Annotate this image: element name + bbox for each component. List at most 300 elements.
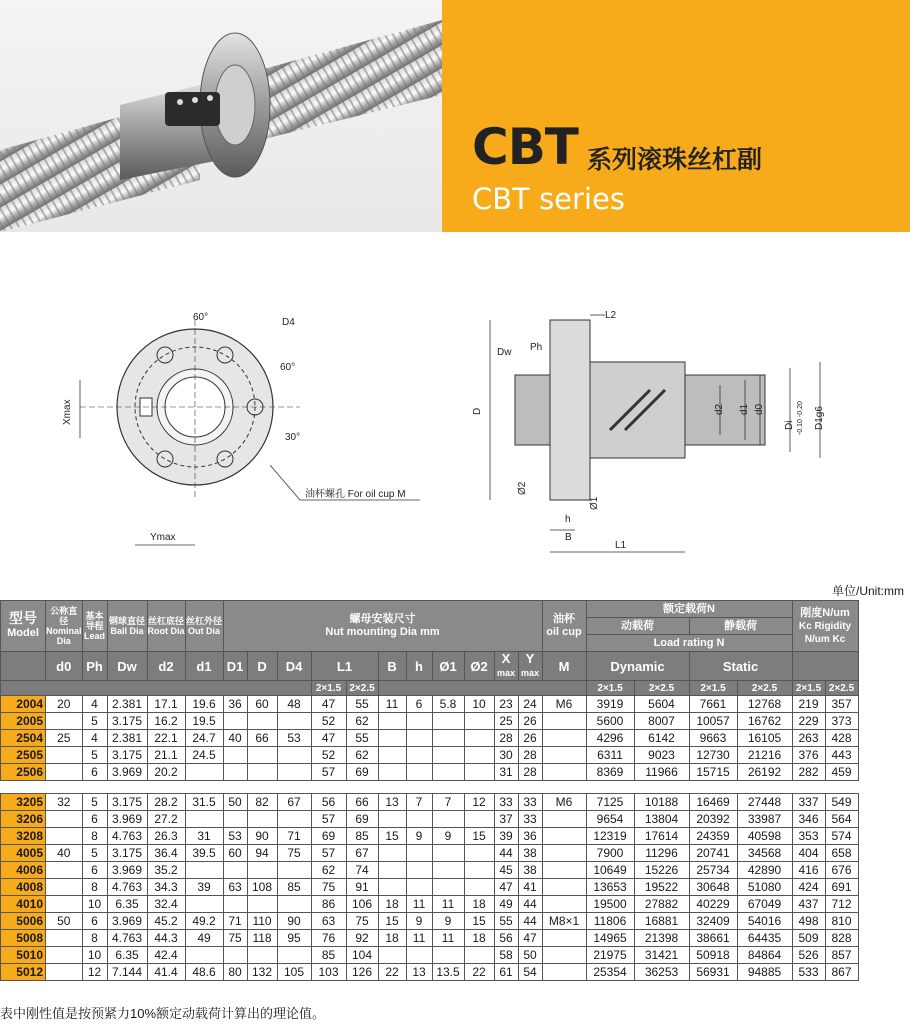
table-cell — [432, 862, 464, 879]
table-cell — [378, 713, 406, 730]
model-cell: 2505 — [1, 747, 46, 764]
dw-label: Dw — [497, 347, 512, 358]
table-cell — [542, 713, 586, 730]
table-cell — [223, 747, 247, 764]
table-cell: 44.3 — [147, 930, 185, 947]
table-cell — [185, 862, 223, 879]
table-cell: 3.969 — [107, 811, 147, 828]
table-cell: 22 — [464, 964, 494, 981]
table-cell: 12 — [464, 794, 494, 811]
table-cell — [223, 713, 247, 730]
table-cell: 24 — [518, 696, 542, 713]
table-cell — [432, 713, 464, 730]
table-cell: 533 — [792, 964, 825, 981]
table-cell: 11 — [432, 896, 464, 913]
table-cell: 80 — [223, 964, 247, 981]
table-cell: 69 — [346, 764, 378, 781]
table-cell — [46, 947, 83, 964]
table-cell: 10 — [464, 696, 494, 713]
table-cell: 20392 — [689, 811, 737, 828]
table-cell: 11966 — [634, 764, 689, 781]
table-row — [1, 828, 859, 845]
d2-en: Root Dia — [147, 626, 185, 636]
table-cell: 26.3 — [147, 828, 185, 845]
table-cell: 24.5 — [185, 747, 223, 764]
table-cell: 95 — [277, 930, 311, 947]
d0-label: d0 — [754, 403, 765, 415]
table-cell: 18 — [378, 930, 406, 947]
table-cell: 47 — [311, 730, 346, 747]
table-cell: 13653 — [586, 879, 634, 896]
table-cell: 28.2 — [147, 794, 185, 811]
d-label: D — [472, 407, 483, 415]
table-cell — [542, 879, 586, 896]
table-cell: 48 — [277, 696, 311, 713]
table-cell: 7 — [432, 794, 464, 811]
table-row — [1, 696, 859, 713]
table-cell — [247, 811, 277, 828]
table-cell: 3.175 — [107, 747, 147, 764]
table-cell: 12768 — [737, 696, 792, 713]
table-cell: 373 — [825, 713, 858, 730]
table-cell: 676 — [825, 862, 858, 879]
table-cell: 28 — [494, 730, 518, 747]
table-cell: 103 — [311, 964, 346, 981]
table-cell: 428 — [825, 730, 858, 747]
table-cell: 19500 — [586, 896, 634, 913]
table-cell: 27.2 — [147, 811, 185, 828]
table-cell: 85 — [277, 879, 311, 896]
table-cell: 36253 — [634, 964, 689, 981]
table-cell: 691 — [825, 879, 858, 896]
table-cell: 49.2 — [185, 913, 223, 930]
d2-cn: 丝杠底径 — [148, 616, 185, 626]
table-cell — [406, 862, 432, 879]
table-cell: 47 — [311, 696, 346, 713]
table-cell — [46, 896, 83, 913]
table-cell — [378, 879, 406, 896]
model-cell: 3205 — [1, 794, 46, 811]
table-cell — [542, 764, 586, 781]
table-cell — [247, 896, 277, 913]
table-cell: 5 — [82, 794, 107, 811]
table-cell: 3919 — [586, 696, 634, 713]
table-cell — [46, 930, 83, 947]
table-cell: 22.1 — [147, 730, 185, 747]
dw-cn: 钢球直径 — [109, 616, 146, 626]
table-cell: 16105 — [737, 730, 792, 747]
d1-label: d1 — [739, 403, 750, 415]
table-cell: 33 — [494, 794, 518, 811]
table-cell: 54016 — [737, 913, 792, 930]
table-row — [1, 747, 859, 764]
footnote: 表中刚性值是按预紧力10%额定动载荷计算出的理论值。 — [0, 1006, 326, 1021]
model-cell: 5006 — [1, 913, 46, 930]
table-cell: 346 — [792, 811, 825, 828]
table-cell: 36 — [223, 696, 247, 713]
table-cell: 38 — [518, 862, 542, 879]
table-cell — [185, 764, 223, 781]
table-cell: 5 — [82, 747, 107, 764]
table-cell — [223, 764, 247, 781]
table-row — [1, 862, 859, 879]
table-cell: 63 — [311, 913, 346, 930]
dw-en: Ball Dia — [110, 626, 144, 636]
table-cell — [247, 947, 277, 964]
model-cell: 5012 — [1, 964, 46, 981]
table-cell: 9 — [432, 913, 464, 930]
model-cell: 4010 — [1, 896, 46, 913]
oil-cn: 油杯 — [553, 613, 576, 625]
table-cell — [406, 713, 432, 730]
oil-en: oil cup — [546, 626, 582, 638]
model-cell: 4006 — [1, 862, 46, 879]
table-cell: 15 — [464, 828, 494, 845]
table-cell: 132 — [247, 964, 277, 981]
sym-Y — [518, 652, 542, 681]
table-cell: 22 — [378, 964, 406, 981]
table-cell: 8369 — [586, 764, 634, 781]
mount-en: Nut mounting Dia mm — [325, 626, 440, 638]
sym-B: B — [378, 652, 406, 681]
table-cell: 3.175 — [107, 794, 147, 811]
table-cell: 56 — [494, 930, 518, 947]
table-cell: 4 — [82, 696, 107, 713]
model-cell: 2504 — [1, 730, 46, 747]
banner — [0, 0, 910, 232]
l1-label: L1 — [615, 540, 627, 551]
table-cell: 11 — [406, 930, 432, 947]
table-cell: 18 — [464, 896, 494, 913]
table-cell: 16762 — [737, 713, 792, 730]
table-cell: 19.6 — [185, 696, 223, 713]
table-cell: 9023 — [634, 747, 689, 764]
table-cell: 24.7 — [185, 730, 223, 747]
table-cell — [46, 862, 83, 879]
table-group-gap — [1, 781, 859, 794]
table-cell: 75 — [277, 845, 311, 862]
table-cell: 75 — [223, 930, 247, 947]
load-cn: 额定载荷N — [663, 602, 715, 615]
table-cell — [432, 845, 464, 862]
table-cell: 21398 — [634, 930, 689, 947]
col-model — [1, 601, 46, 652]
table-cell: 50 — [46, 913, 83, 930]
table-cell: 5604 — [634, 696, 689, 713]
table-cell — [542, 845, 586, 862]
table-cell — [464, 730, 494, 747]
table-cell: 39.5 — [185, 845, 223, 862]
dyn-sz-a: 2×1.5 — [586, 681, 634, 696]
table-cell: 574 — [825, 828, 858, 845]
model-cell: 5008 — [1, 930, 46, 947]
table-cell: 38661 — [689, 930, 737, 947]
table-cell — [464, 764, 494, 781]
table-cell: 8 — [82, 930, 107, 947]
model-cn: 型号 — [9, 610, 37, 626]
table-cell: 51080 — [737, 879, 792, 896]
table-cell: 15226 — [634, 862, 689, 879]
table-cell: 32409 — [689, 913, 737, 930]
table-cell: 7661 — [689, 696, 737, 713]
table-row — [1, 964, 859, 981]
table-cell: 27448 — [737, 794, 792, 811]
table-cell: 13.5 — [432, 964, 464, 981]
angle-label-top: 60° — [193, 312, 209, 323]
table-cell: 66 — [247, 730, 277, 747]
table-cell — [542, 811, 586, 828]
table-cell: 20 — [46, 696, 83, 713]
table-cell: 18 — [464, 930, 494, 947]
table-cell: 10 — [82, 896, 107, 913]
table-row — [1, 730, 859, 747]
table-row — [1, 913, 859, 930]
series-title: CBT — [472, 118, 578, 176]
sym-phi1: Ø1 — [432, 652, 464, 681]
table-cell: 549 — [825, 794, 858, 811]
di-label: Di — [784, 420, 795, 430]
rigidity-header: 刚度N/um — [800, 606, 850, 619]
sym-y-text: Y — [525, 651, 535, 666]
y-max: max — [521, 668, 540, 678]
table-cell: 105 — [277, 964, 311, 981]
table-cell: 106 — [346, 896, 378, 913]
table-cell: 47 — [494, 879, 518, 896]
dynamic-en: Dynamic — [586, 652, 689, 681]
table-cell: 26 — [518, 713, 542, 730]
table-cell: 64435 — [737, 930, 792, 947]
table-cell: 6.35 — [107, 896, 147, 913]
table-cell: 10 — [82, 947, 107, 964]
sym-D: D — [247, 652, 277, 681]
table-cell: 75 — [311, 879, 346, 896]
table-cell — [378, 947, 406, 964]
model-cell: 4008 — [1, 879, 46, 896]
table-cell: 7900 — [586, 845, 634, 862]
sym-ph: Ph — [82, 652, 107, 681]
table-cell: 34568 — [737, 845, 792, 862]
model-cell: 2004 — [1, 696, 46, 713]
table-cell — [432, 764, 464, 781]
table-cell: 67 — [346, 845, 378, 862]
rig-sz-b: 2×2.5 — [825, 681, 858, 696]
table-row — [1, 930, 859, 947]
table-cell: 8007 — [634, 713, 689, 730]
table-cell: 56931 — [689, 964, 737, 981]
table-cell: 74 — [346, 862, 378, 879]
table-cell: 30648 — [689, 879, 737, 896]
di-tolerance: -0.10 -0.20 — [797, 401, 804, 435]
table-cell — [406, 947, 432, 964]
rig-sz-a: 2×1.5 — [792, 681, 825, 696]
sym-d0: d0 — [46, 652, 83, 681]
table-cell: 7125 — [586, 794, 634, 811]
model-cell: 3206 — [1, 811, 46, 828]
table-cell: 26192 — [737, 764, 792, 781]
table-cell — [542, 896, 586, 913]
table-cell: 67 — [277, 794, 311, 811]
d0-cn: 公称直径 — [50, 606, 78, 626]
b-label: B — [565, 532, 572, 543]
table-cell: 416 — [792, 862, 825, 879]
table-cell: 94885 — [737, 964, 792, 981]
table-cell: 53 — [223, 828, 247, 845]
l1-sz-a: 2×1.5 — [311, 681, 346, 696]
table-cell — [378, 764, 406, 781]
table-cell: 25354 — [586, 964, 634, 981]
stat-sz-a: 2×1.5 — [689, 681, 737, 696]
table-cell: 509 — [792, 930, 825, 947]
table-cell — [464, 862, 494, 879]
table-cell: 90 — [277, 913, 311, 930]
angle-label-right: 60° — [280, 362, 296, 373]
table-cell: 17.1 — [147, 696, 185, 713]
table-cell: 20.2 — [147, 764, 185, 781]
table-cell: 11806 — [586, 913, 634, 930]
table-cell: 263 — [792, 730, 825, 747]
table-cell: 71 — [223, 913, 247, 930]
table-cell: 63 — [223, 879, 247, 896]
table-cell: 118 — [247, 930, 277, 947]
table-cell: 6 — [406, 696, 432, 713]
table-cell: 104 — [346, 947, 378, 964]
table-cell: 85 — [346, 828, 378, 845]
model-cell: 5010 — [1, 947, 46, 964]
table-cell: 7 — [406, 794, 432, 811]
table-cell — [378, 845, 406, 862]
sym-L1: L1 — [311, 652, 378, 681]
table-cell: 828 — [825, 930, 858, 947]
stat-sz-b: 2×2.5 — [737, 681, 792, 696]
table-row — [1, 764, 859, 781]
table-cell: 5.8 — [432, 696, 464, 713]
table-cell: 71 — [277, 828, 311, 845]
table-cell: 712 — [825, 896, 858, 913]
table-cell: 9663 — [689, 730, 737, 747]
table-cell: 6311 — [586, 747, 634, 764]
table-cell — [406, 764, 432, 781]
table-cell: 85 — [311, 947, 346, 964]
table-cell: 4.763 — [107, 879, 147, 896]
table-cell: 57 — [311, 845, 346, 862]
table-cell: 75 — [346, 913, 378, 930]
table-cell: 424 — [792, 879, 825, 896]
table-cell — [464, 845, 494, 862]
table-cell — [185, 896, 223, 913]
oil-cup-label: 油杯螺孔 For oil cup M — [305, 489, 406, 500]
table-cell — [432, 879, 464, 896]
table-cell: 60 — [247, 696, 277, 713]
table-cell: 110 — [247, 913, 277, 930]
sym-dw: Dw — [107, 652, 147, 681]
mount-cn: 螺母安装尺寸 — [349, 613, 416, 625]
table-cell: 19.5 — [185, 713, 223, 730]
table-cell: 69 — [311, 828, 346, 845]
table-cell — [223, 811, 247, 828]
table-cell: 16881 — [634, 913, 689, 930]
sym-X — [494, 652, 518, 681]
table-cell: 38 — [518, 845, 542, 862]
table-cell: 404 — [792, 845, 825, 862]
table-cell: 41 — [518, 879, 542, 896]
table-cell: 26 — [518, 730, 542, 747]
table-cell: 52 — [311, 713, 346, 730]
table-cell — [406, 845, 432, 862]
table-cell: 34.3 — [147, 879, 185, 896]
table-cell: 44 — [518, 896, 542, 913]
table-cell: 31421 — [634, 947, 689, 964]
table-cell: 357 — [825, 696, 858, 713]
dyn-sz-b: 2×2.5 — [634, 681, 689, 696]
model-cell: 2506 — [1, 764, 46, 781]
table-cell — [406, 730, 432, 747]
table-cell: 564 — [825, 811, 858, 828]
table-cell: 9654 — [586, 811, 634, 828]
table-cell — [247, 747, 277, 764]
table-cell: 11 — [432, 930, 464, 947]
table-cell: 3.969 — [107, 764, 147, 781]
table-cell: 30 — [494, 747, 518, 764]
table-cell: 8 — [82, 879, 107, 896]
x-max: max — [497, 668, 516, 678]
table-cell: 27882 — [634, 896, 689, 913]
table-cell — [542, 964, 586, 981]
d4-label: D4 — [282, 317, 295, 328]
d1-cn: 丝杠外径 — [186, 616, 223, 626]
table-cell: 37 — [494, 811, 518, 828]
table-cell: 857 — [825, 947, 858, 964]
table-cell — [185, 947, 223, 964]
table-cell: 92 — [346, 930, 378, 947]
table-cell: 810 — [825, 913, 858, 930]
table-cell: 25734 — [689, 862, 737, 879]
sym-phi2: Ø2 — [464, 652, 494, 681]
table-row — [1, 713, 859, 730]
title-panel — [442, 0, 910, 232]
table-cell: 13 — [406, 964, 432, 981]
table-cell: 2.381 — [107, 696, 147, 713]
table-cell: 6 — [82, 811, 107, 828]
sym-d1: d1 — [185, 652, 223, 681]
table-cell: 15 — [464, 913, 494, 930]
table-cell: 15 — [378, 828, 406, 845]
table-cell: 498 — [792, 913, 825, 930]
sym-D4: D4 — [277, 652, 311, 681]
table-cell: 18 — [378, 896, 406, 913]
d2-label: d2 — [714, 403, 725, 415]
table-cell: 11 — [406, 896, 432, 913]
ph-en: Lead — [84, 631, 106, 641]
table-cell: 44 — [518, 913, 542, 930]
model-cell: 4005 — [1, 845, 46, 862]
dynamic-cn: 动载荷 — [586, 618, 689, 635]
table-cell — [223, 947, 247, 964]
spec-table-body — [1, 696, 859, 981]
table-cell: 32.4 — [147, 896, 185, 913]
table-cell: 45.2 — [147, 913, 185, 930]
table-cell: 459 — [825, 764, 858, 781]
table-cell — [247, 764, 277, 781]
table-cell: 4.763 — [107, 930, 147, 947]
xmax-label: Xmax — [62, 399, 73, 425]
table-cell: 25 — [46, 730, 83, 747]
table-cell: 17614 — [634, 828, 689, 845]
table-cell — [46, 964, 83, 981]
table-row — [1, 879, 859, 896]
table-cell — [277, 947, 311, 964]
table-cell: 14965 — [586, 930, 634, 947]
table-cell: 31 — [185, 828, 223, 845]
